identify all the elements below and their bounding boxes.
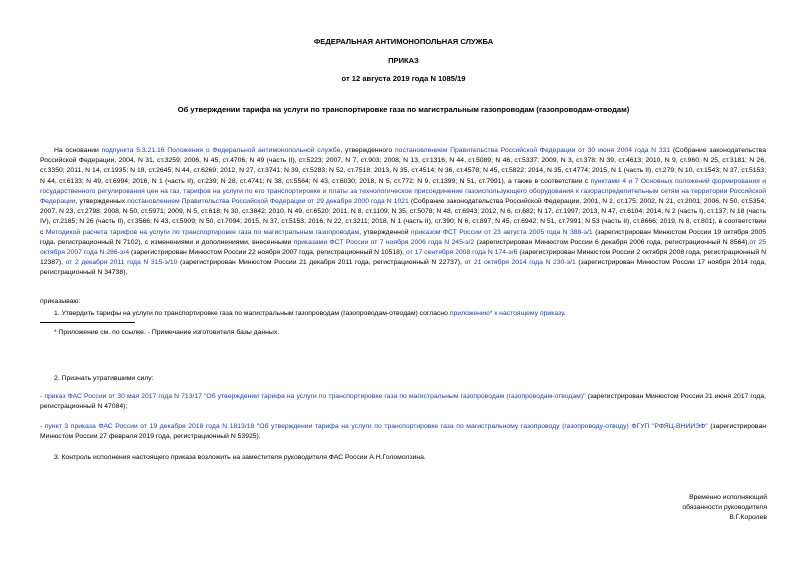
link-fst-order-174[interactable]: от 17 сентября 2008 года N 174-э/6: [406, 249, 518, 257]
link-revoked-order-713[interactable]: - приказ ФАС России от 30 мая 2017 года N 713/17 "Об утверждении тарифа на услуги по транспортировке газа по магистральным газопроводам (газопроводам-отводам)": [40, 393, 586, 400]
link-fst-order-245[interactable]: приказами ФСТ России от 7 ноября 2006 года N 245-э/2: [293, 238, 475, 246]
revoked-order-2-text: (зарегистрирован Минюстом России 27 февраля 2019 года, регистрационный N 53925).: [40, 423, 766, 441]
link-basic-provisions[interactable]: пунктами 4 и 7 Основных положений формирования и государственного регулирования цен на газ, тарифов на услуги по его транспортировке и платы за технологическое присоединение газоиспользующего оборудования к газораспределительным сетям на территории Российской Федерации: [40, 177, 766, 206]
preamble-text: , утвержденной: [359, 228, 411, 236]
link-government-decree-331[interactable]: постановлением Правительства Российской Федерации от 30 июня 2004 года N 331: [395, 147, 671, 154]
preamble-text: (Собрание законодательства Российской Федерации, 2004, N 31, ст.3259; 2006, N 45, ст.4706; N 49 (часть II), ст.5223; 2007, N 7, ст.903; 2008, N 13, ст.1316; N 44, ст.5089; N 46, ст.5337; 2009, N 3, ст.378; N 39, ст.4613; 2010, N 9, ст.960; N 25, ст.3181; N 26, ст.3350; 2011, N 14, ст.1935; N 18, ст.2645; N 44, ст.6269; 2012, N 27, ст.3741; N 39, ст.5283; N 52, ст.7518; 2013, N 35, ст.4514; N 36, ст.4578; N 45, ст.5822; 2014, N 35, ст.4774; 2015, N 1 (часть II), ст.279; N 10, ст.1543; N 37, ст.5153; N 44, ст.6133; N 49, ст.6994; 2016, N 1 (часть II), ст.239; N 28, ст.4741; N 38, ст.5564; N 43, ст.6030; 2018, N 5, ст.772; N 9, ст.1399; N 51, ст.7991), а также в соответствии с: [40, 147, 766, 185]
preamble-text: (зарегистрирован Минюстом России 22 ноября 2007 года, регистрационный N 10518),: [129, 249, 407, 257]
revoked-order-1: [40, 392, 766, 412]
document-type: ПРИКАЗ: [388, 56, 419, 65]
item-1: [54, 309, 766, 319]
footnote-divider: [40, 322, 135, 323]
agency-name: ФЕДЕРАЛЬНАЯ АНТИМОНОПОЛЬНАЯ СЛУЖБА: [313, 37, 494, 46]
revoked-order-1-text: (зарегистрирован Минюстом России 21 июня 2017 года, регистрационный N 47084);: [40, 393, 766, 411]
item-1-end: .: [563, 310, 566, 317]
preamble-text: (Собрание законодательства Российской Федерации, 2001, N 2, ст.175; 2002, N 21, ст.2001; 2006, N 50, ст.5354; 2007, N 23, ст.2798; 2008, N 50, ст.5971; 2009, N 5, ст.618; N 30, ст.3842; 2010, N 49, ст.6520; 2011, N 8, ст.1109; N 35, ст.5078; N 48, ст.6943; 2012, N 6, ст.682; N 17, ст.1997; 2013, N 47, ст.6104; 2014, N 2 (часть I), ст.137; N 18 (часть IV), ст.2185; N 26 (часть II), ст.3566; N 43, ст.5909; N 50, ст.7094; 2015, N 37, ст.5153; 2016, N 22, ст.3211; 2018, N 1 (часть II), ст.390; N 6, ст.897; N 45, ст.6942; N 51, ст.7991; N 53 (часть II), ст.8666; 2019, N 8, ст.801), в соответствии с: [40, 198, 766, 236]
preamble-text: (зарегистрирован Минюстом России 17 ноября 2014 года, регистрационный N 34738),: [40, 259, 766, 277]
signature-block: [682, 493, 767, 523]
signature-line-2: обязанности руководителя: [682, 504, 767, 511]
signature-name: В.Г.Королев: [729, 514, 767, 521]
item-1-text: 1. Утвердить тарифы на услуги по транспортировке газа по магистральным газопроводам (газопроводам-отводам) согласно: [54, 310, 450, 317]
signature-line-1: Временно исполняющий: [689, 494, 767, 501]
document-title: Об утверждении тарифа на услуги по транспортировке газа по магистральным газопроводам (газопроводам-отводам): [177, 105, 630, 114]
footnote: * Приложение см. по ссылке. - Примечание изготовителя базы данных.: [54, 329, 280, 336]
link-fas-regulation[interactable]: подпункта 5.3.21.16 Положения о Федеральной антимонопольной службе: [101, 147, 341, 154]
preamble-text: На основании: [54, 147, 102, 154]
link-revoked-order-1813[interactable]: - пункт 3 приказа ФАС России от 19 декабря 2018 года N 1813/18 "Об утверждении тарифа на услуги по транспортировке газа по магистральному газопроводу (газопроводу-отводу) ФГУП "РФЯЦ-ВНИИЭФ": [40, 423, 708, 430]
link-government-decree-1021[interactable]: постановлением Правительства Российской Федерации от 29 декабря 2000 года N 1021: [127, 198, 409, 206]
preamble-paragraph: [40, 146, 766, 279]
preamble-text: (зарегистрирован Минюстом России 19 октября 2005 года, регистрационный N 7102), с изменениями и дополнениями, внесенными: [40, 228, 767, 246]
preamble-text: (зарегистрирован Минюстом России 2 октября 2008 года, регистрационный N 12387),: [40, 249, 766, 267]
link-appendix[interactable]: приложению* к настоящему приказу: [449, 310, 564, 317]
preamble-text: (зарегистрирован Минюстом России 21 декабря 2011 года, регистрационный N 22737),: [177, 259, 465, 267]
link-fst-order-230[interactable]: от 21 октября 2014 года N 230-э/1: [464, 259, 576, 267]
item-2: 2. Признать утратившими силу:: [54, 375, 154, 382]
revoked-order-2: [40, 422, 766, 442]
document-date-number: от 12 августа 2019 года N 1085/19: [341, 74, 466, 83]
link-fst-order-388[interactable]: приказом ФСТ России от 23 августа 2005 года N 388-э/1: [410, 228, 593, 236]
link-tariff-methodology[interactable]: Методикой расчета тарифов на услуги по транспортировке газа по магистральным газопроводам: [45, 228, 360, 236]
link-fst-order-286[interactable]: от 25 октября 2007 года N 286-э/4: [40, 238, 766, 257]
item-3: 3. Контроль исполнения настоящего приказа возложить на заместителя руководителя ФАС России А.Н.Голомолзина.: [54, 454, 426, 461]
ordering-clause: приказываю:: [40, 298, 81, 305]
preamble-text: , утвержденного: [340, 147, 395, 154]
link-fst-order-315[interactable]: от 2 декабря 2011 года N 315-э/10: [65, 259, 178, 267]
preamble-text: (зарегистрирован Минюстом России 6 декабря 2006 года, регистрационный N 8564),: [474, 238, 750, 246]
preamble-text: , утвержденных: [75, 198, 128, 206]
